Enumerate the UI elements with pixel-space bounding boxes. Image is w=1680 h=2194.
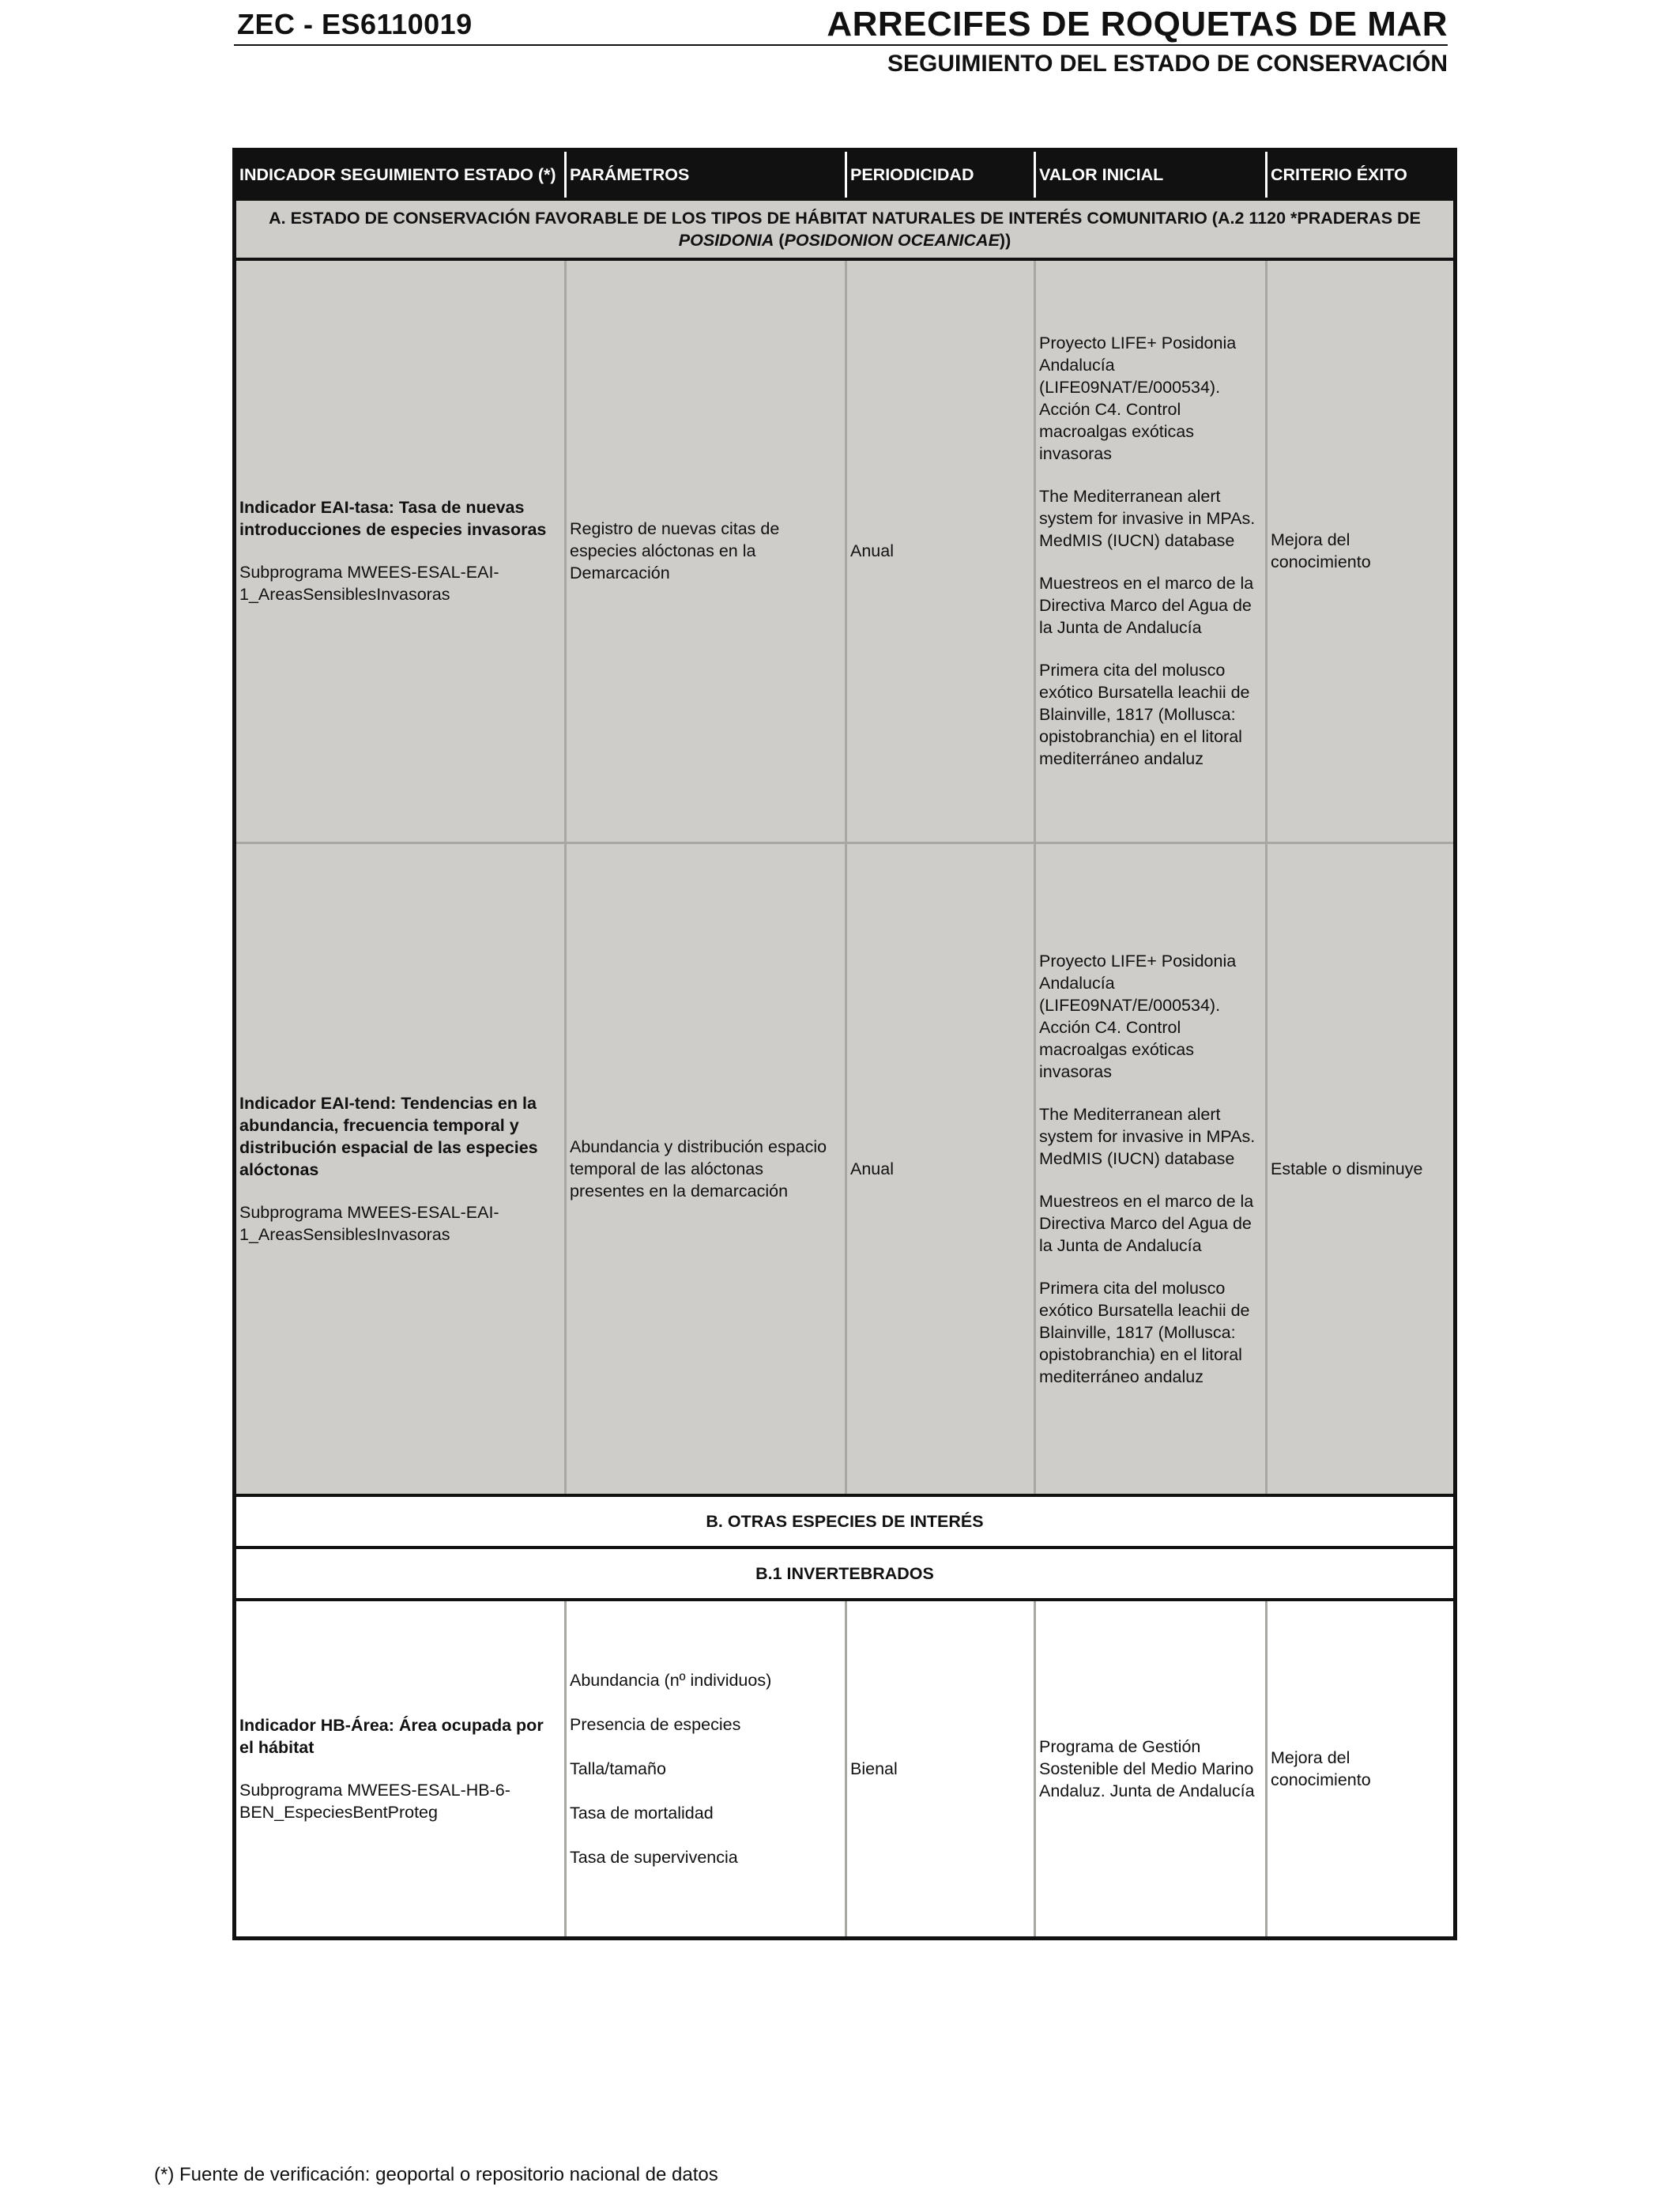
periodicity-cell: Bienal	[846, 1600, 1035, 1938]
section-b-row	[235, 1495, 1456, 1547]
indicator-cell	[235, 259, 566, 843]
initial-value-item: Primera cita del molusco exótico Bursatella leachii de Blainville, 1817 (Mollusca: opistobranchia) en el litoral mediterráneo andaluz	[1039, 661, 1250, 769]
indicator-cell	[235, 1600, 566, 1938]
col-header-initial-value: VALOR INICIAL	[1035, 150, 1267, 200]
table-row	[235, 1600, 1456, 1938]
subprogram: Subprograma MWEES-ESAL-EAI-1_AreasSensiblesInvasoras	[239, 563, 499, 605]
page-subtitle: SEGUIMIENTO DEL ESTADO DE CONSERVACIÓN	[887, 51, 1448, 77]
col-header-periodicity: PERIODICIDAD	[846, 150, 1035, 200]
initial-value-cell	[1035, 843, 1267, 1495]
col-header-indicator: INDICADOR SEGUIMIENTO ESTADO (*)	[235, 150, 566, 200]
indicator-title: Indicador EAI-tend: Tendencias en la abundancia, frecuencia temporal y distribución espacial de las especies alóctonas	[239, 1093, 538, 1179]
indicator-title: Indicador HB-Área: Área ocupada por el hábitat	[239, 1715, 544, 1757]
site-title: ARRECIFES DE ROQUETAS DE MAR	[827, 5, 1448, 43]
parameter-item: Talla/tamaño	[570, 1759, 666, 1778]
periodicity-cell: Anual	[846, 259, 1035, 843]
col-header-parameters: PARÁMETROS	[566, 150, 846, 200]
parameter-item: Tasa de supervivencia	[570, 1847, 738, 1867]
section-b1-title: B.1 INVERTEBRADOS	[235, 1547, 1456, 1600]
initial-value-item: Proyecto LIFE+ Posidonia Andalucía (LIFE09NAT/E/000534). Acción C4. Control macroalgas exóticas invasoras	[1039, 951, 1237, 1081]
parameters-cell: Registro de nuevas citas de especies alóctonas en la Demarcación	[566, 259, 846, 843]
parameter-item: Abundancia (nº individuos)	[570, 1670, 772, 1690]
subprogram: Subprograma MWEES-ESAL-HB-6-BEN_EspeciesBentProteg	[239, 1780, 510, 1822]
parameter-item: Presencia de especies	[570, 1714, 741, 1734]
indicator-cell	[235, 843, 566, 1495]
col-header-success: CRITERIO ÉXITO	[1267, 150, 1456, 200]
table-row	[235, 259, 1456, 843]
initial-value-item: The Mediterranean alert system for invasive in MPAs. MedMIS (IUCN) database	[1039, 487, 1256, 551]
table-header-row	[235, 150, 1456, 200]
indicator-title: Indicador EAI-tasa: Tasa de nuevas introducciones de especies invasoras	[239, 498, 547, 540]
initial-value-item: The Mediterranean alert system for invasive in MPAs. MedMIS (IUCN) database	[1039, 1104, 1256, 1168]
parameter-item: Tasa de mortalidad	[570, 1803, 714, 1823]
zec-code: ZEC - ES6110019	[237, 8, 473, 40]
section-a-row	[235, 199, 1456, 259]
monitoring-table	[232, 148, 1457, 1940]
subprogram: Subprograma MWEES-ESAL-EAI-1_AreasSensiblesInvasoras	[239, 1202, 499, 1244]
section-b-title: B. OTRAS ESPECIES DE INTERÉS	[235, 1495, 1456, 1547]
initial-value-item: Primera cita del molusco exótico Bursatella leachii de Blainville, 1817 (Mollusca: opistobranchia) en el litoral mediterráneo andaluz	[1039, 1278, 1250, 1386]
initial-value-item: Muestreos en el marco de la Directiva Marco del Agua de la Junta de Andalucía	[1039, 1191, 1254, 1255]
success-cell: Estable o disminuye	[1267, 843, 1456, 1495]
footnote: (*) Fuente de verificación: geoportal o repositorio nacional de datos	[154, 2164, 718, 2185]
initial-value-cell: Programa de Gestión Sostenible del Medio Marino Andaluz. Junta de Andalucía	[1035, 1600, 1267, 1938]
periodicity-cell: Anual	[846, 843, 1035, 1495]
section-b1-row	[235, 1547, 1456, 1600]
parameters-cell	[566, 1600, 846, 1938]
success-cell: Mejora del conocimiento	[1267, 259, 1456, 843]
initial-value-item: Proyecto LIFE+ Posidonia Andalucía (LIFE09NAT/E/000534). Acción C4. Control macroalgas exóticas invasoras	[1039, 334, 1237, 464]
header-rule	[234, 44, 1448, 46]
initial-value-item: Muestreos en el marco de la Directiva Marco del Agua de la Junta de Andalucía	[1039, 574, 1254, 638]
success-cell: Mejora del conocimiento	[1267, 1600, 1456, 1938]
section-a-title: A. ESTADO DE CONSERVACIÓN FAVORABLE DE LOS TIPOS DE HÁBITAT NATURALES DE INTERÉS COMUNITARIO (A.2 1120 *PRADERAS DE POSIDONIA (POSIDONION OCEANICAE))	[235, 199, 1456, 259]
initial-value-cell	[1035, 259, 1267, 843]
table-row	[235, 843, 1456, 1495]
parameters-cell: Abundancia y distribución espacio temporal de las alóctonas presentes en la demarcación	[566, 843, 846, 1495]
